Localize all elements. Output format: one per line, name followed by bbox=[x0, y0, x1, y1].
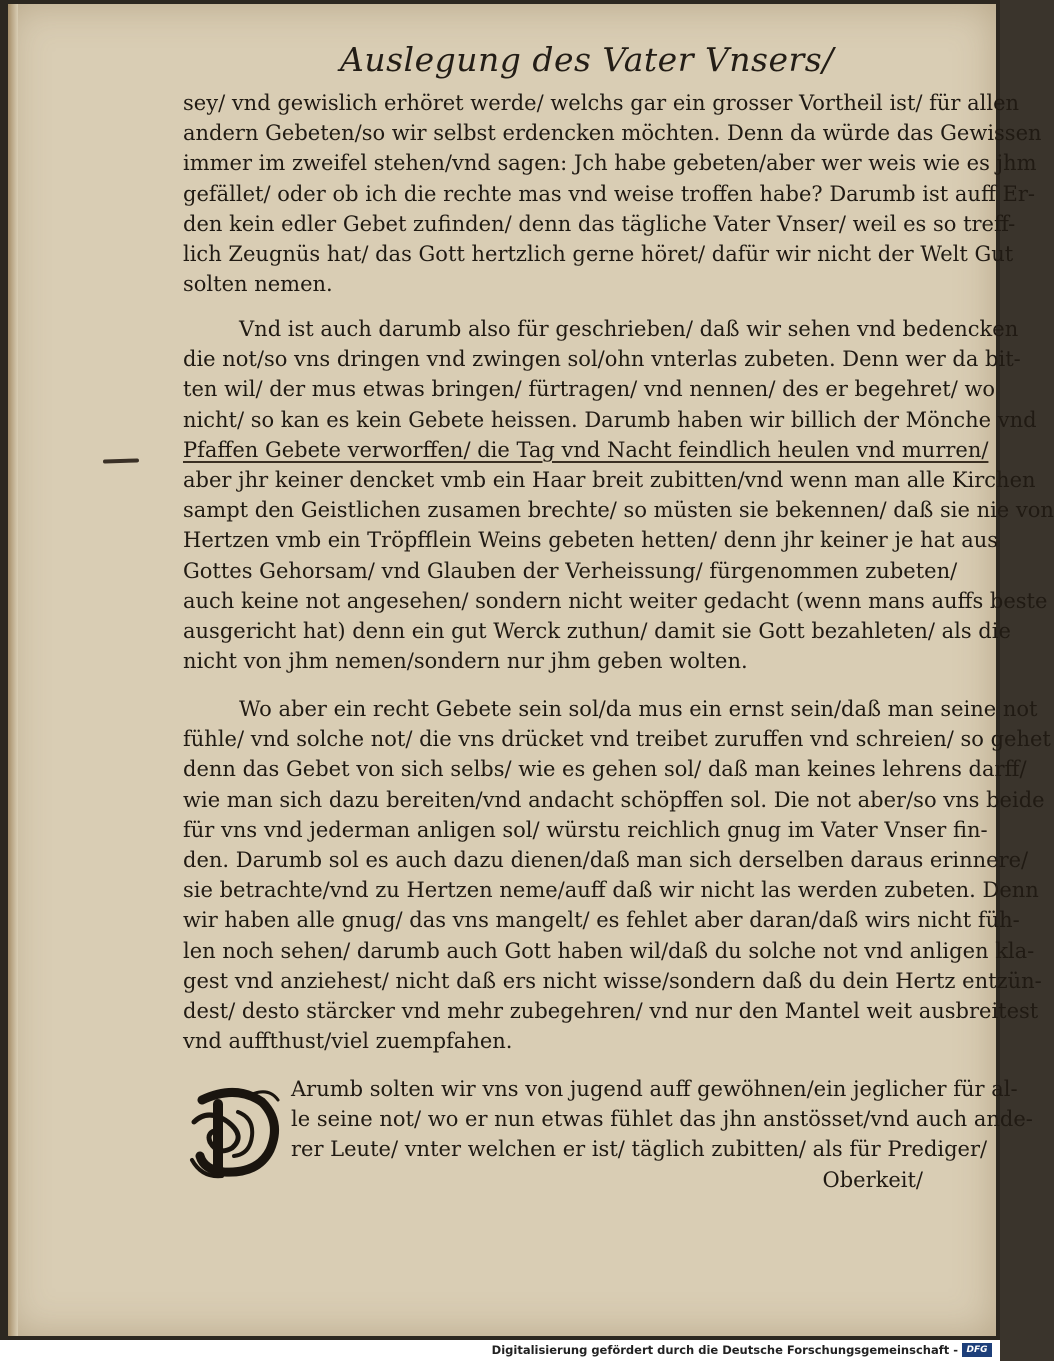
text-line: aber jhr keiner dencket vmb ein Haar breit zubitten/vnd wenn man alle Kirchen bbox=[183, 467, 1036, 492]
text-line: die not/so vns dringen vnd zwingen sol/ohn vnterlas zubeten. Denn wer da bit- bbox=[183, 347, 1021, 372]
text-line: wir haben alle gnug/ das vns mangelt/ es fehlet aber daran/daß wirs nicht füh- bbox=[183, 908, 1020, 933]
text-line: sampt den Geistlichen zusamen brechte/ so müsten sie bekennen/ daß sie nie von bbox=[183, 498, 1054, 523]
text-line: fühle/ vnd solche not/ die vns drücket vnd treibet zuruffen vnd schreien/ so gehet bbox=[183, 727, 1051, 752]
text-line: immer im zweifel stehen/vnd sagen: Jch habe gebeten/aber wer weis wie es jhm bbox=[183, 151, 1037, 176]
dfg-logo: DFG bbox=[962, 1343, 992, 1357]
text-line: ausgericht hat) denn ein gut Werck zuthun/ damit sie Gott bezahleten/ als die bbox=[183, 618, 1011, 643]
text-line: sey/ vnd gewislich erhöret werde/ welchs gar ein grosser Vortheil ist/ für allen bbox=[183, 91, 1020, 115]
text-line: sie betrachte/vnd zu Hertzen neme/auff daß wir nicht las werden zubeten. Denn bbox=[183, 878, 1039, 903]
catchword: Oberkeit/ bbox=[822, 1167, 923, 1192]
text-line: Wo aber ein recht Gebete sein sol/da mus ein ernst sein/daß man seine not bbox=[239, 697, 1038, 721]
text-line: rer Leute/ vnter welchen er ist/ täglich zubitten/ als für Prediger/ bbox=[291, 1137, 988, 1162]
text-line: nicht von jhm nemen/sondern nur jhm geben wolten. bbox=[183, 649, 748, 674]
text-line: le seine not/ wo er nun etwas fühlet das jhn anstösset/vnd auch ande- bbox=[291, 1107, 1033, 1132]
text-line: Arumb solten wir vns von jugend auff gewöhnen/ein jeglicher für al- bbox=[291, 1077, 1018, 1101]
text-line: andern Gebeten/so wir selbst erdencken möchten. Denn da würde das Gewissen bbox=[183, 121, 1042, 146]
text-line: Hertzen vmb ein Tröpfflein Weins gebeten hetten/ denn jhr keiner je hat aus bbox=[183, 528, 999, 553]
text-line: auch keine not angesehen/ sondern nicht weiter gedacht (wenn mans auffs beste bbox=[183, 588, 1048, 613]
paragraph-2 bbox=[183, 314, 1054, 676]
text-line: denn das Gebet von sich selbs/ wie es gehen sol/ daß man keines lehrens darff/ bbox=[183, 757, 1027, 782]
text-line: wie man sich dazu bereiten/vnd andacht schöpffen sol. Die not aber/so vns beide bbox=[183, 787, 1045, 812]
text-line: solten nemen. bbox=[183, 272, 333, 297]
paragraph-4 bbox=[183, 1074, 1033, 1195]
text-line: nicht/ so kan es kein Gebete heissen. Darumb haben wir billich der Mönche vnd bbox=[183, 407, 1037, 432]
paragraph-1 bbox=[183, 88, 1042, 299]
text-line: ten wil/ der mus etwas bringen/ fürtragen/ vnd nennen/ des er begehret/ wo bbox=[183, 377, 996, 402]
text-line-underlined: Pfaffen Gebete verworffen/ die Tag vnd Nacht feindlich heulen vnd murren/ bbox=[183, 437, 989, 462]
text-line: gefället/ oder ob ich die rechte mas vnd weise troffen habe? Darumb ist auff Er- bbox=[183, 181, 1036, 206]
text-line: den. Darumb sol es auch dazu dienen/daß man sich derselben daraus erinnere/ bbox=[183, 847, 1029, 872]
text-line: Gottes Gehorsam/ vnd Glauben der Verheissung/ fürgenommen zubeten/ bbox=[183, 558, 958, 583]
text-line: lich Zeugnüs hat/ das Gott hertzlich gerne höret/ dafür wir nicht der Welt Gut bbox=[183, 241, 1014, 266]
text-line: dest/ desto stärcker vnd mehr zubegehren/ vnd nur den Mantel weit ausbreitest bbox=[183, 998, 1039, 1023]
text-line: für vns vnd jederman anligen sol/ würstu reichlich gnug im Vater Vnser fin- bbox=[183, 817, 988, 842]
paragraph-3 bbox=[183, 694, 1051, 1056]
text-line: vnd auffthust/viel zuempfahen. bbox=[183, 1029, 513, 1054]
running-head: Auslegung des Vater Vnsers/ bbox=[340, 40, 834, 79]
text-line: Vnd ist auch darumb also für geschrieben/ daß wir sehen vnd bedencken bbox=[239, 317, 1019, 341]
text-line: gest vnd anziehest/ nicht daß ers nicht wisse/sondern daß du dein Hertz entzün- bbox=[183, 968, 1042, 993]
footer-credit: Digitalisierung gefördert durch die Deutsche Forschungsgemeinschaft - bbox=[491, 1343, 958, 1357]
text-line: len noch sehen/ darumb auch Gott haben wil/daß du solche not vnd anligen kla- bbox=[183, 938, 1035, 963]
page-gutter-shadow bbox=[8, 4, 18, 1336]
text-line: den kein edler Gebet zufinden/ denn das tägliche Vater Vnser/ weil es so treff- bbox=[183, 211, 1016, 236]
